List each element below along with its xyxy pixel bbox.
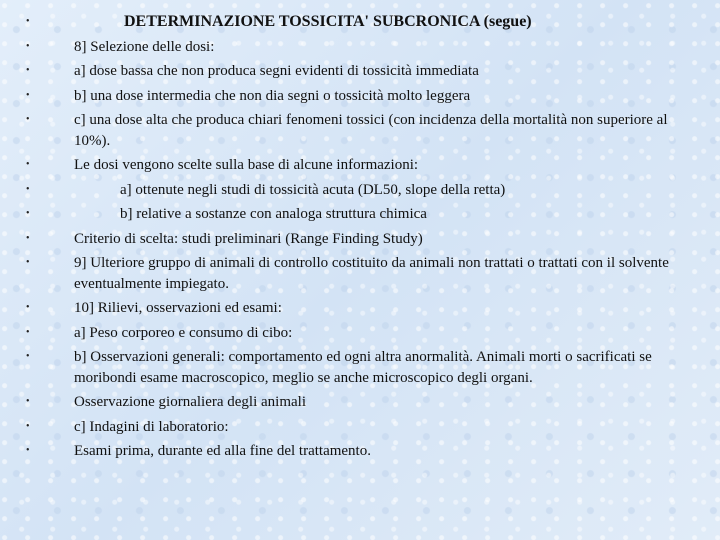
list-item [26,108,698,153]
list-item-text: c] una dose alta che produca chiari fenomeni tossici (con incidenza della mortalità non superiore al 10%). [74,112,668,149]
bullet-icon: • [26,420,30,432]
list-item-text: Le dosi vengono scelte sulla base di alcune informazioni: [74,157,419,173]
list-item-text: Esami prima, durante ed alla fine del trattamento. [74,443,371,459]
bullet-icon: • [26,114,30,125]
list-item [26,415,698,440]
list-item [26,84,698,109]
list-item [26,251,698,296]
list-item-text: b] relative a sostanze con analoga struttura chimica [120,206,427,222]
bullet-icon: • [26,89,30,101]
bullet-icon: • [26,40,30,52]
bullet-icon: • [26,326,30,338]
list-item-text: 8] Selezione delle dosi: [74,38,215,55]
list-item [26,35,698,60]
bullet-list [26,10,698,464]
list-item [26,296,698,321]
list-item-title [26,10,698,35]
list-item [26,153,698,178]
list-item [26,390,698,415]
bullet-icon: • [26,445,30,456]
list-item [26,321,698,346]
bullet-icon: • [26,183,30,195]
bullet-icon: • [26,351,30,362]
list-item [26,202,698,227]
bullet-icon: • [26,257,30,268]
list-item-text: a] Peso corporeo e consumo di cibo: [74,324,293,341]
list-item [26,227,698,252]
slide-title: DETERMINAZIONE TOSSICITA' SUBCRONICA (segue) [124,13,532,30]
bullet-icon: • [26,159,30,170]
list-item [26,178,698,203]
bullet-icon: • [26,208,30,219]
list-item [26,59,698,84]
list-item [26,439,698,464]
list-item-text: Criterio di scelta: studi preliminari (Range Finding Study) [74,230,423,247]
bullet-icon: • [26,232,30,244]
bullet-icon: • [26,16,30,27]
bullet-icon: • [26,302,30,313]
list-item-text: a] dose bassa che non produca segni evidenti di tossicità immediata [74,63,479,79]
list-item-text: Osservazione giornaliera degli animali [74,394,306,410]
list-item-text: a] ottenute negli studi di tossicità acuta (DL50, slope della retta) [120,181,506,198]
bullet-icon: • [26,396,30,407]
list-item-text: b] Osservazioni generali: comportamento ed ogni altra anormalità. Animali morti o sacrificati se moribondi esame macroscopico, meglio se anche microscopico degli organi. [74,349,652,386]
list-item-text: b] una dose intermedia che non dia segni o tossicità molto leggera [74,87,471,104]
list-item-text: 10] Rilievi, osservazioni ed esami: [74,300,282,316]
list-item [26,345,698,390]
list-item-text: c] Indagini di laboratorio: [74,418,229,435]
list-item-text: 9] Ulteriore gruppo di animali di controllo costituito da animali non trattati o trattati con il solvente eventualmente impiegato. [74,255,669,292]
bullet-icon: • [26,65,30,76]
